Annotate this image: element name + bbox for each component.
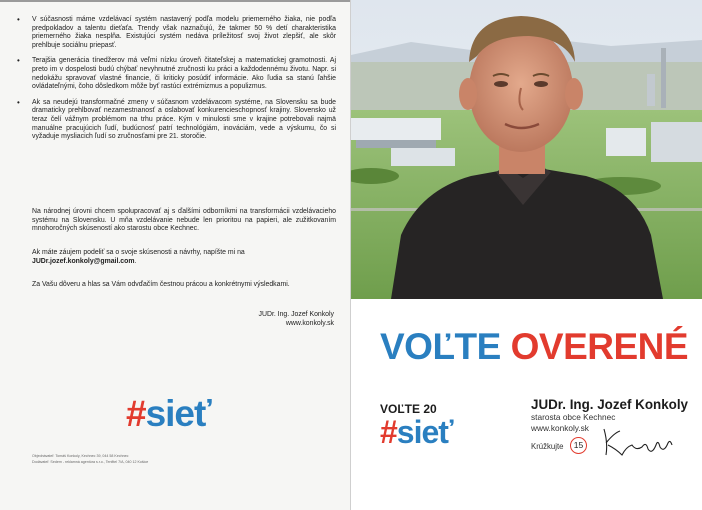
headline-part-2: OVERENÉ xyxy=(510,326,689,367)
bullet-item: • Terajšia generácia tínedžerov má veľmi nízku úroveň čitateľskej a matematickej gramotnosti. Aj preto im v dospelosti budú chýbať nevyhnutné zručnosti ku práci a každodennému životu. Napr. si nedokážu spravovať vlastné financie, či kriticky posúdiť informácie. Ako ľudia sa stanú ľahšie ovládateľnými, čoho dôsledkom môže byť rastúci extrémizmus a populizmus. xyxy=(14,57,336,91)
imprint-supplier: Dodávateľ: Sedem - reklamná agentúra s.r.o., Tenfitel 7/A, 040 12 Košice xyxy=(32,460,149,464)
candidate-number-badge: 15 xyxy=(570,437,587,454)
paragraph-contact xyxy=(32,249,336,266)
party-name: sieť xyxy=(145,393,211,434)
email-link[interactable]: JUDr.jozef.konkoly@gmail.com xyxy=(32,257,135,265)
contact-text: Ak máte záujem podeliť sa o svoje skúsenosti a návrhy, napíšte mi na xyxy=(32,249,245,256)
candidate-photo xyxy=(351,0,702,299)
ballot-number-label: VOĽTE 20 xyxy=(380,402,437,416)
party-name: sieť xyxy=(396,414,453,450)
handwritten-signature xyxy=(598,425,678,459)
candidate-name: JUDr. Ing. Jozef Konkoly xyxy=(531,397,688,412)
contact-end: . xyxy=(134,257,137,265)
hash-symbol: # xyxy=(380,414,397,450)
candidate-role: starosta obce Kechnec xyxy=(531,412,616,422)
party-logo-left xyxy=(126,393,211,435)
signature-web[interactable]: www.konkoly.sk xyxy=(285,320,334,327)
left-panel xyxy=(0,0,350,510)
signature-name: JUDr. Ing. Jozef Konkoly xyxy=(258,311,334,318)
bullet-item: • Ak sa neudejú transformačné zmeny v súčasnom vzdelávacom systéme, na Slovensku sa bude dramaticky prehlbovať nezamestnanosť a oslabovať konkurencieschopnosť krajiny. Slovensko už teraz čelí vážnym problémom na trhu práce. Kým v minulosti sme v krajine potrebovali najmä manuálne pracujúcich ľudí, budúcnosť patrí technológiám, inováciám, vede a výskumu, čo si vyžaduje mysliacich ľudí so zručnosťami pre 21. storočie. xyxy=(14,99,336,142)
bullet-list xyxy=(14,16,336,149)
party-logo-right xyxy=(380,414,453,451)
paragraph-national-level: Na národnej úrovni chcem spolupracovať aj s ďalšími odborníkmi na transformácii vzdelávacieho systému na Slovensku. U mňa vzdelávanie nebude len prioritou na papieri, ale zužitkovaním mnohoročných skúseností ako starostu obce Kechnec. xyxy=(32,208,336,233)
bullet-item: • V súčasnosti máme vzdelávací systém nastavený podľa modelu priemerného žiaka, nie podľa predpokladov a talentu dieťaťa. Trendy však naznačujú, že takmer 50 % detí charakteristika priemerného žiaka nesplňa. Existujúci systém nedáva príležitosť svoj život zlepšiť, ale skôr prehlbuje sociálnu priepasť. xyxy=(14,16,336,50)
candidate-website[interactable]: www.konkoly.sk xyxy=(531,423,589,433)
imprint-client: Objednávateľ: Tomáš Konkoly, Kechnec 39, 044 58 Kechnec xyxy=(32,454,129,458)
right-panel xyxy=(351,0,702,510)
headline-part-1: VOĽTE xyxy=(380,326,501,367)
headline xyxy=(380,326,688,368)
paragraph-trust: Za Vašu dôveru a hlas sa Vám odvďačím čestnou prácou a konkrétnymi výsledkami. xyxy=(32,281,290,288)
circle-label: Krúžkujte xyxy=(531,442,564,451)
hash-symbol: # xyxy=(126,393,146,434)
